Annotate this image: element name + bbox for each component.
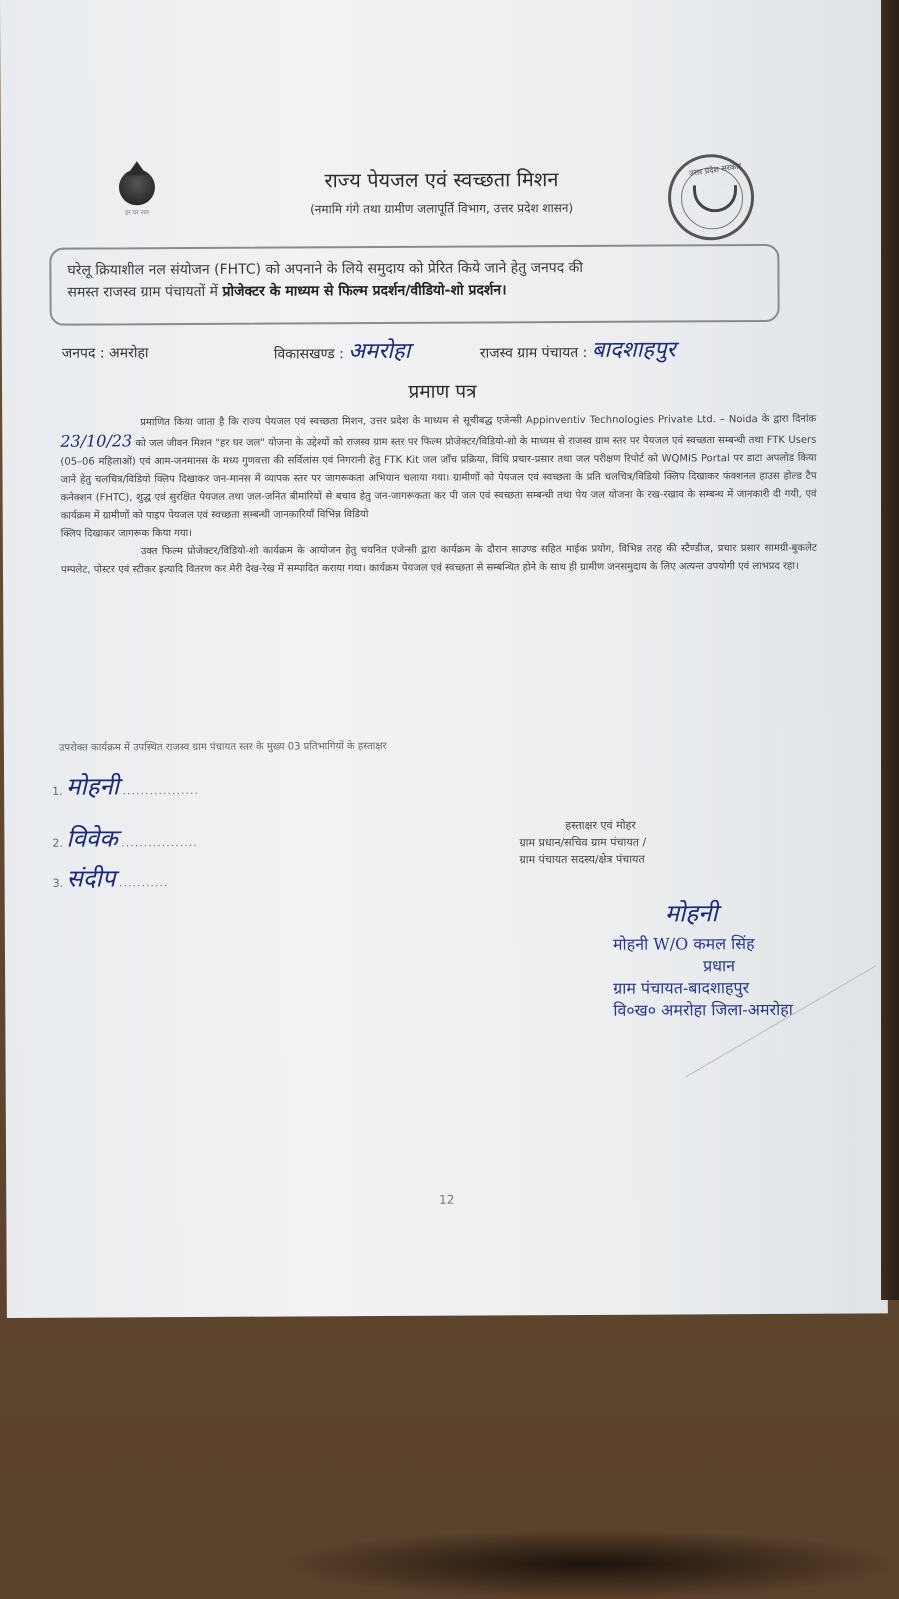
- signatory-labels: हस्ताक्षर एवं मोहर ग्राम प्रधान/सचिव ग्राम पंचायत / ग्राम पंचायत सदस्य/क्षेत्र पंचायत: [519, 818, 647, 867]
- background-edge: [881, 0, 899, 1300]
- body-paragraph-1-end: क्लिप दिखाकर जागरूक किया गया।: [60, 528, 193, 540]
- participant-1: 1. मोहनी .................: [52, 772, 199, 801]
- body-paragraph-2: उक्त फिल्म प्रोजेक्टर/विडियो-शो कार्यक्रम के आयोजन हेतु चयनित एजेन्सी द्वारा कार्यक्रम के दौरान साउण्ड सहित माईक प्रयोग, विभिन्न तरह की स्टैण्डीज, प्रचार प्रसार सामग्री-बुकलेट पम्पलेट, पोस्टर एवं स्टीकर इत्यादि वितरण कर मेरी देख-रेख में सम्पादित कराया गया। कार्यक्रम पेयजल एवं स्वच्छता से सम्बन्धित होने के साथ ही ग्रामीण जनसमुदाय के लिए अत्यन्त उपयोगी एवं लाभप्रद रहा।: [60, 542, 817, 576]
- topic-line-2: समस्त राजस्व ग्राम पंचायतों में प्रोजेक्टर के माध्यम से फिल्म प्रदर्शन/वीडियो-शो प्रदर्शन।: [67, 282, 507, 301]
- block-field: विकासखण्ड : अमरोहा: [273, 338, 411, 365]
- district-field: जनपद : अमरोहा: [61, 345, 149, 362]
- topic-box: [49, 244, 779, 326]
- participant-2: 2. विवेक .................: [52, 824, 198, 853]
- body-paragraph-1: प्रमाणित किया जाता है कि राज्य पेयजल एवं स्वच्छता मिशन, उत्तर प्रदेश के माध्यम से सूचीबद्ध एजेन्सी Appinventiv Technologies Private Ltd. – Noida के द्वारा दिनांक 23/10/23 को जल जीवन मिशन "हर घर जल" योजना के उद्देश्यों को राजस्व ग्राम स्तर पर फिल्म प्रोजेक्टर/विडियो-शो के माध्यम से राजस्व ग्राम स्तर पर पेयजल एवं स्वच्छता सम्बन्धी तथा FTK Users (05–06 महिलाओं) एवं आम-जनमानस के मध्य गुणवत्ता की सर्विलांस एवं निगरानी हेतु FTK Kit जल जाँच प्रक्रिया, विधि प्रचार-प्रसार तथा जल परीक्षण रिपोर्ट को WQMIS Portal पर डाटा अपलोड किया जाने हेतु चलचित्र/विडियो क्लिप दिखाकर जन-मानस में व्यापक स्तर पर जागरूकता अभियान चलाया गया। ग्रामीणों को पेयजल एवं स्वच्छता के प्रति चलचित्र/विडियो क्लिप दिखाकर फंक्शनल हाउस होल्ड टैप कनेक्शन (FHTC), शुद्ध एवं सुरक्षित पेयजल तथा जल-जनित बीमारियों से बचाव हेतु जन-जागरूकता कर पी जल एवं स्वच्छता सम्बन्धी तथा पेय जल योजना के रख-रखाव के सम्बन्ध में जानकारी दी गयी, एवं कार्यक्रम में ग्रामीणों को पाइप पेयजल एवं स्वच्छता सम्बन्धी जानकारियाँ विभिन्न विडियो: [60, 413, 817, 522]
- certificate-body: [60, 411, 817, 580]
- participants-heading: उपरोक्त कार्यक्रम में उपस्थित राजस्व ग्राम पंचायत स्तर के मुख्य 03 प्रतिभागियों के हस्ताक्षर: [58, 740, 387, 754]
- emblem-text: उत्तर प्रदेश सरकार: [688, 161, 742, 179]
- header-title: राज्य पेयजल एवं स्वच्छता मिशन: [324, 167, 559, 193]
- har-ghar-jal-logo: हर घर जल: [109, 169, 165, 217]
- program-date: 23/10/23: [60, 431, 133, 451]
- participant-3: 3. संदीप ...........: [52, 864, 169, 893]
- panchayat-field: राजस्व ग्राम पंचायत : बादशाहपुर: [479, 337, 676, 363]
- pradhan-signature: मोहनी: [664, 899, 718, 928]
- certificate-title: प्रमाण पत्र: [408, 380, 477, 403]
- topic-line-1: घरेलू क्रियाशील नल संयोजन (FHTC) को अपनाने के लिये समुदाय को प्रेरित किये जाने हेतु जनपद की: [67, 259, 584, 279]
- pradhan-stamp: मोहनी W/O कमल सिंह प्रधान ग्राम पंचायत-बादशाहपुर वि०ख० अमरोहा जिला-अमरोहा: [612, 934, 793, 1020]
- page-number: 12: [439, 1192, 455, 1207]
- floor-shadow: [280, 1529, 899, 1599]
- header-subtitle: (नमामि गंगे तथा ग्रामीण जलापूर्ति विभाग, उत्तर प्रदेश शासन): [310, 201, 574, 217]
